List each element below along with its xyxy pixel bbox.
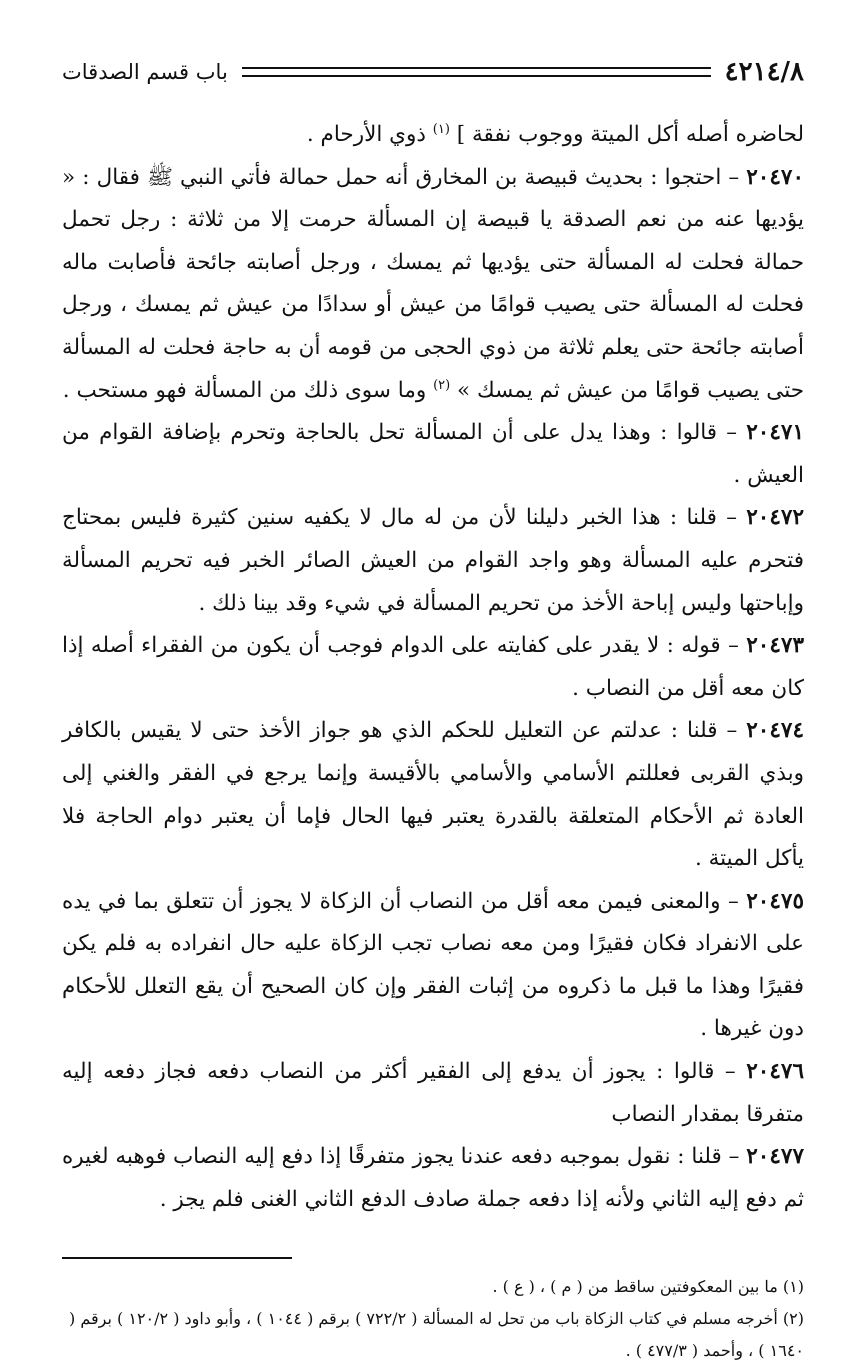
paragraph-text: – قالوا : وهذا يدل على أن المسألة تحل بالحاجة وتحرم بإضافة القوام من العيش . [62, 420, 804, 488]
paragraph-20473 [62, 625, 804, 710]
header-double-rule [242, 67, 711, 77]
running-header [62, 50, 804, 94]
paragraph-20477 [62, 1136, 804, 1221]
paragraph-text: لحاضره أصله أكل الميتة ووجوب نفقة ] [449, 122, 804, 147]
paragraph-text: – قلنا : عدلتم عن التعليل للحكم الذي هو جواز الأخذ حتى لا يقيس بالكافر وبذي القربى فعللتم الأسامي والأسامي بالأقيسة وإنما يرجع في الفقر والغني إلى العادة ثم الأحكام المتعلقة بالقدرة يعتبر فيها الحال فإما أن يعتبر دوام الحاجة فلا يأكل الميتة . [62, 718, 804, 872]
footnote-ref: (١) [432, 121, 450, 137]
chapter-title: باب قسم الصدقات [62, 60, 228, 84]
paragraph-number: ٢٠٤٧٢ [746, 505, 804, 531]
paragraph-number: ٢٠٤٧٦ [746, 1059, 804, 1085]
paragraph-20471 [62, 412, 804, 497]
paragraph-number: ٢٠٤٧٧ [746, 1144, 804, 1170]
paragraph-text: – قوله : لا يقدر على كفايته على الدوام فوجب أن يكون من الفقراء أصله إذا كان معه أقل من النصاب . [62, 633, 804, 701]
footnote-separator [62, 1257, 292, 1259]
paragraph-text: – والمعنى فيمن معه أقل من النصاب أن الزكاة لا يجوز أن تتعلق بما في يده على الانفراد فكان فقيرًا ومن معه نصاب تجب الزكاة عليه حال انفراده به فلم يكن فقيرًا وهذا ما قبل ما ذكروه من إثبات الفقر وإن كان الصحيح أن يقع التعلل للأحكام دون غيرها . [62, 888, 804, 1042]
paragraph-20476 [62, 1051, 804, 1136]
paragraph-20470 [62, 157, 804, 413]
paragraph-text: ذوي الأرحام . [306, 122, 433, 147]
paragraph-text: – احتجوا : بحديث قبيصة بن المخارق أنه حمل حمالة فأتي النبي ﷺ فقال : « يؤديها عنه من نعم الصدقة يا قبيصة إن المسألة حرمت إلا من ثلاثة : رجل تحمل حمالة فحلت له المسألة حتى يؤديها ثم يمسك ، ورجل أصابته جائحة فأصابت ماله فحلت له المسألة حتى يصيب قوامًا من عيش أو سدادًا من عيش ثم يمسك ، ورجل أصابته جائحة حتى يعلم ثلاثة من ذوي الحجى من قومه أن به حاجة فحلت له المسألة حتى يصيب قوامًا من عيش ثم يمسك » [62, 164, 804, 403]
paragraph-20475 [62, 881, 804, 1051]
footnote-2: (٢) أخرجه مسلم في كتاب الزكاة باب من تحل له المسألة ( ٧٢٢/٢ ) برقم ( ١٠٤٤ ) ، وأبو داود ( ١٢٠/٢ ) برقم ( ١٦٤٠ ) ، وأحمد ( ٤٧٧/٣ ) . [69, 1309, 804, 1361]
paragraph-text: – قلنا : هذا الخبر دليلنا لأن من له مال لا يكفيه سنين كثيرة فليس بمحتاج فتحرم عليه المسألة وهو واجد القوام من العيش الصائر الخبر فيه تحريم المسألة وإباحتها وليس إباحة الأخذ من تحريم المسألة في شيء وقد بينا ذلك . [62, 505, 804, 616]
paragraph-20472 [62, 497, 804, 625]
paragraph-number: ٢٠٤٧٥ [746, 888, 804, 914]
footnote-ref: (٢) [433, 377, 451, 393]
paragraph-number: ٢٠٤٧٤ [746, 718, 804, 744]
page-number: ٤٢١٤/٨ [724, 57, 804, 87]
footnote-1: (١) ما بين المعكوفتين ساقط من ( م ) ، ( ع ) . [492, 1277, 804, 1297]
book-page [62, 50, 804, 1367]
footnotes [62, 1271, 804, 1367]
paragraph-number: ٢٠٤٧٣ [746, 633, 804, 659]
paragraph-number: ٢٠٤٧١ [746, 420, 804, 446]
main-text [62, 114, 804, 1221]
paragraph-20474 [62, 710, 804, 880]
paragraph-text: – قالوا : يجوز أن يدفع إلى الفقير أكثر من النصاب دفعه فجاز دفعه إليه متفرقا بمقدار النصاب [62, 1059, 804, 1127]
paragraph-continuation [62, 114, 804, 157]
paragraph-number: ٢٠٤٧٠ [746, 164, 804, 190]
paragraph-text: وما سوى ذلك من المسألة فهو مستحب . [62, 377, 434, 403]
paragraph-text: – قلنا : نقول بموجبه دفعه عندنا يجوز متفرقًا إذا دفع إليه النصاب فوهبه لغيره ثم دفع إليه الثاني ولأنه إذا دفعه جملة صادف الدفع الثاني الغنى فلم يجز . [62, 1144, 804, 1212]
